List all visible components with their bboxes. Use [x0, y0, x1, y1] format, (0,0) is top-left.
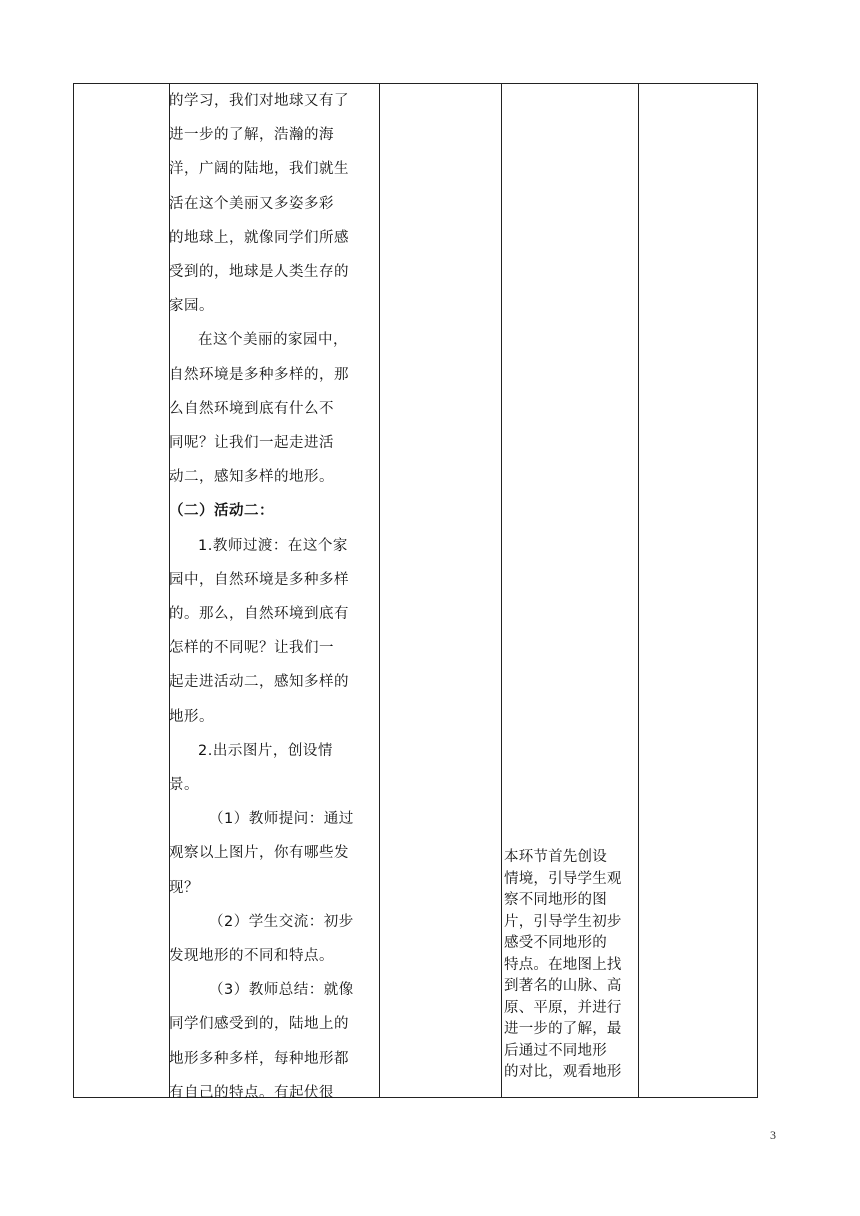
process-line: 的地球上，就像同学们所感 — [169, 229, 349, 246]
column-divider — [638, 84, 639, 1097]
process-line: 发现地形的不同和特点。 — [169, 948, 334, 965]
page-number: 3 — [770, 1128, 776, 1142]
note-line: 本环节首先创设 — [504, 849, 607, 865]
process-line: 洋，广阔的陆地，我们就生 — [169, 161, 349, 178]
note-line: 后通过不同地形 — [504, 1042, 607, 1059]
column-divider — [379, 84, 380, 1097]
note-line: 片，引导学生初步 — [504, 913, 622, 930]
column-divider — [501, 84, 502, 1097]
process-line: （2）学生交流：初步 — [209, 913, 354, 930]
process-line: 活在这个美丽又多姿多彩 — [169, 195, 334, 212]
process-line: 地形。 — [169, 708, 214, 725]
note-line: 的对比，观看地形 — [504, 1064, 622, 1080]
process-line: 在这个美丽的家园中， — [198, 332, 348, 349]
process-line: （1）教师提问：通过 — [209, 811, 354, 828]
process-line: 同学们感受到的，陆地上的 — [169, 1016, 349, 1033]
process-line: 地形多种多样，每种地形都 — [169, 1050, 349, 1067]
note-line: 到著名的山脉、高 — [504, 978, 622, 994]
process-line: 么自然环境到底有什么不 — [169, 400, 334, 417]
note-line: 察不同地形的图 — [504, 892, 607, 908]
process-line: （3）教师总结：就像 — [209, 982, 354, 999]
process-line: 家园。 — [169, 298, 214, 315]
process-line: 有自己的特点。有起伏很 — [169, 1084, 334, 1101]
activity-heading: （二）活动二： — [169, 503, 274, 520]
note-line: 情境，引导学生观 — [504, 870, 622, 887]
process-line: 受到的，地球是人类生存的 — [169, 264, 349, 281]
process-line: 的。那么，自然环境到底有 — [169, 606, 349, 623]
process-line: 怎样的不同呢？让我们一 — [169, 640, 334, 657]
process-line: 景。 — [169, 777, 199, 794]
process-line: 现？ — [169, 879, 199, 896]
process-line: 的学习，我们对地球又有了 — [169, 93, 349, 109]
process-line: 观察以上图片，你有哪些发 — [169, 845, 349, 862]
process-line: 起走进活动二，感知多样的 — [169, 674, 349, 691]
process-line: 园中，自然环境是多种多样 — [169, 571, 349, 588]
process-line: 进一步的了解，浩瀚的海 — [169, 127, 334, 144]
process-line: 1.教师过渡：在这个家 — [198, 537, 348, 554]
teaching-process-cell — [169, 84, 379, 1110]
process-line: 同呢？让我们一起走进活 — [169, 435, 334, 452]
design-intent-cell — [504, 847, 636, 1084]
process-line: 自然环境是多种多样的，那 — [169, 366, 349, 383]
note-line: 进一步的了解，最 — [504, 1021, 622, 1037]
lesson-table — [73, 83, 758, 1101]
note-line: 感受不同地形的 — [504, 935, 607, 951]
note-line: 原、平原，并进行 — [504, 999, 622, 1016]
note-line: 特点。在地图上找 — [504, 956, 622, 973]
process-line: 2.出示图片，创设情 — [198, 742, 333, 759]
process-line: 动二，感知多样的地形。 — [169, 469, 334, 486]
